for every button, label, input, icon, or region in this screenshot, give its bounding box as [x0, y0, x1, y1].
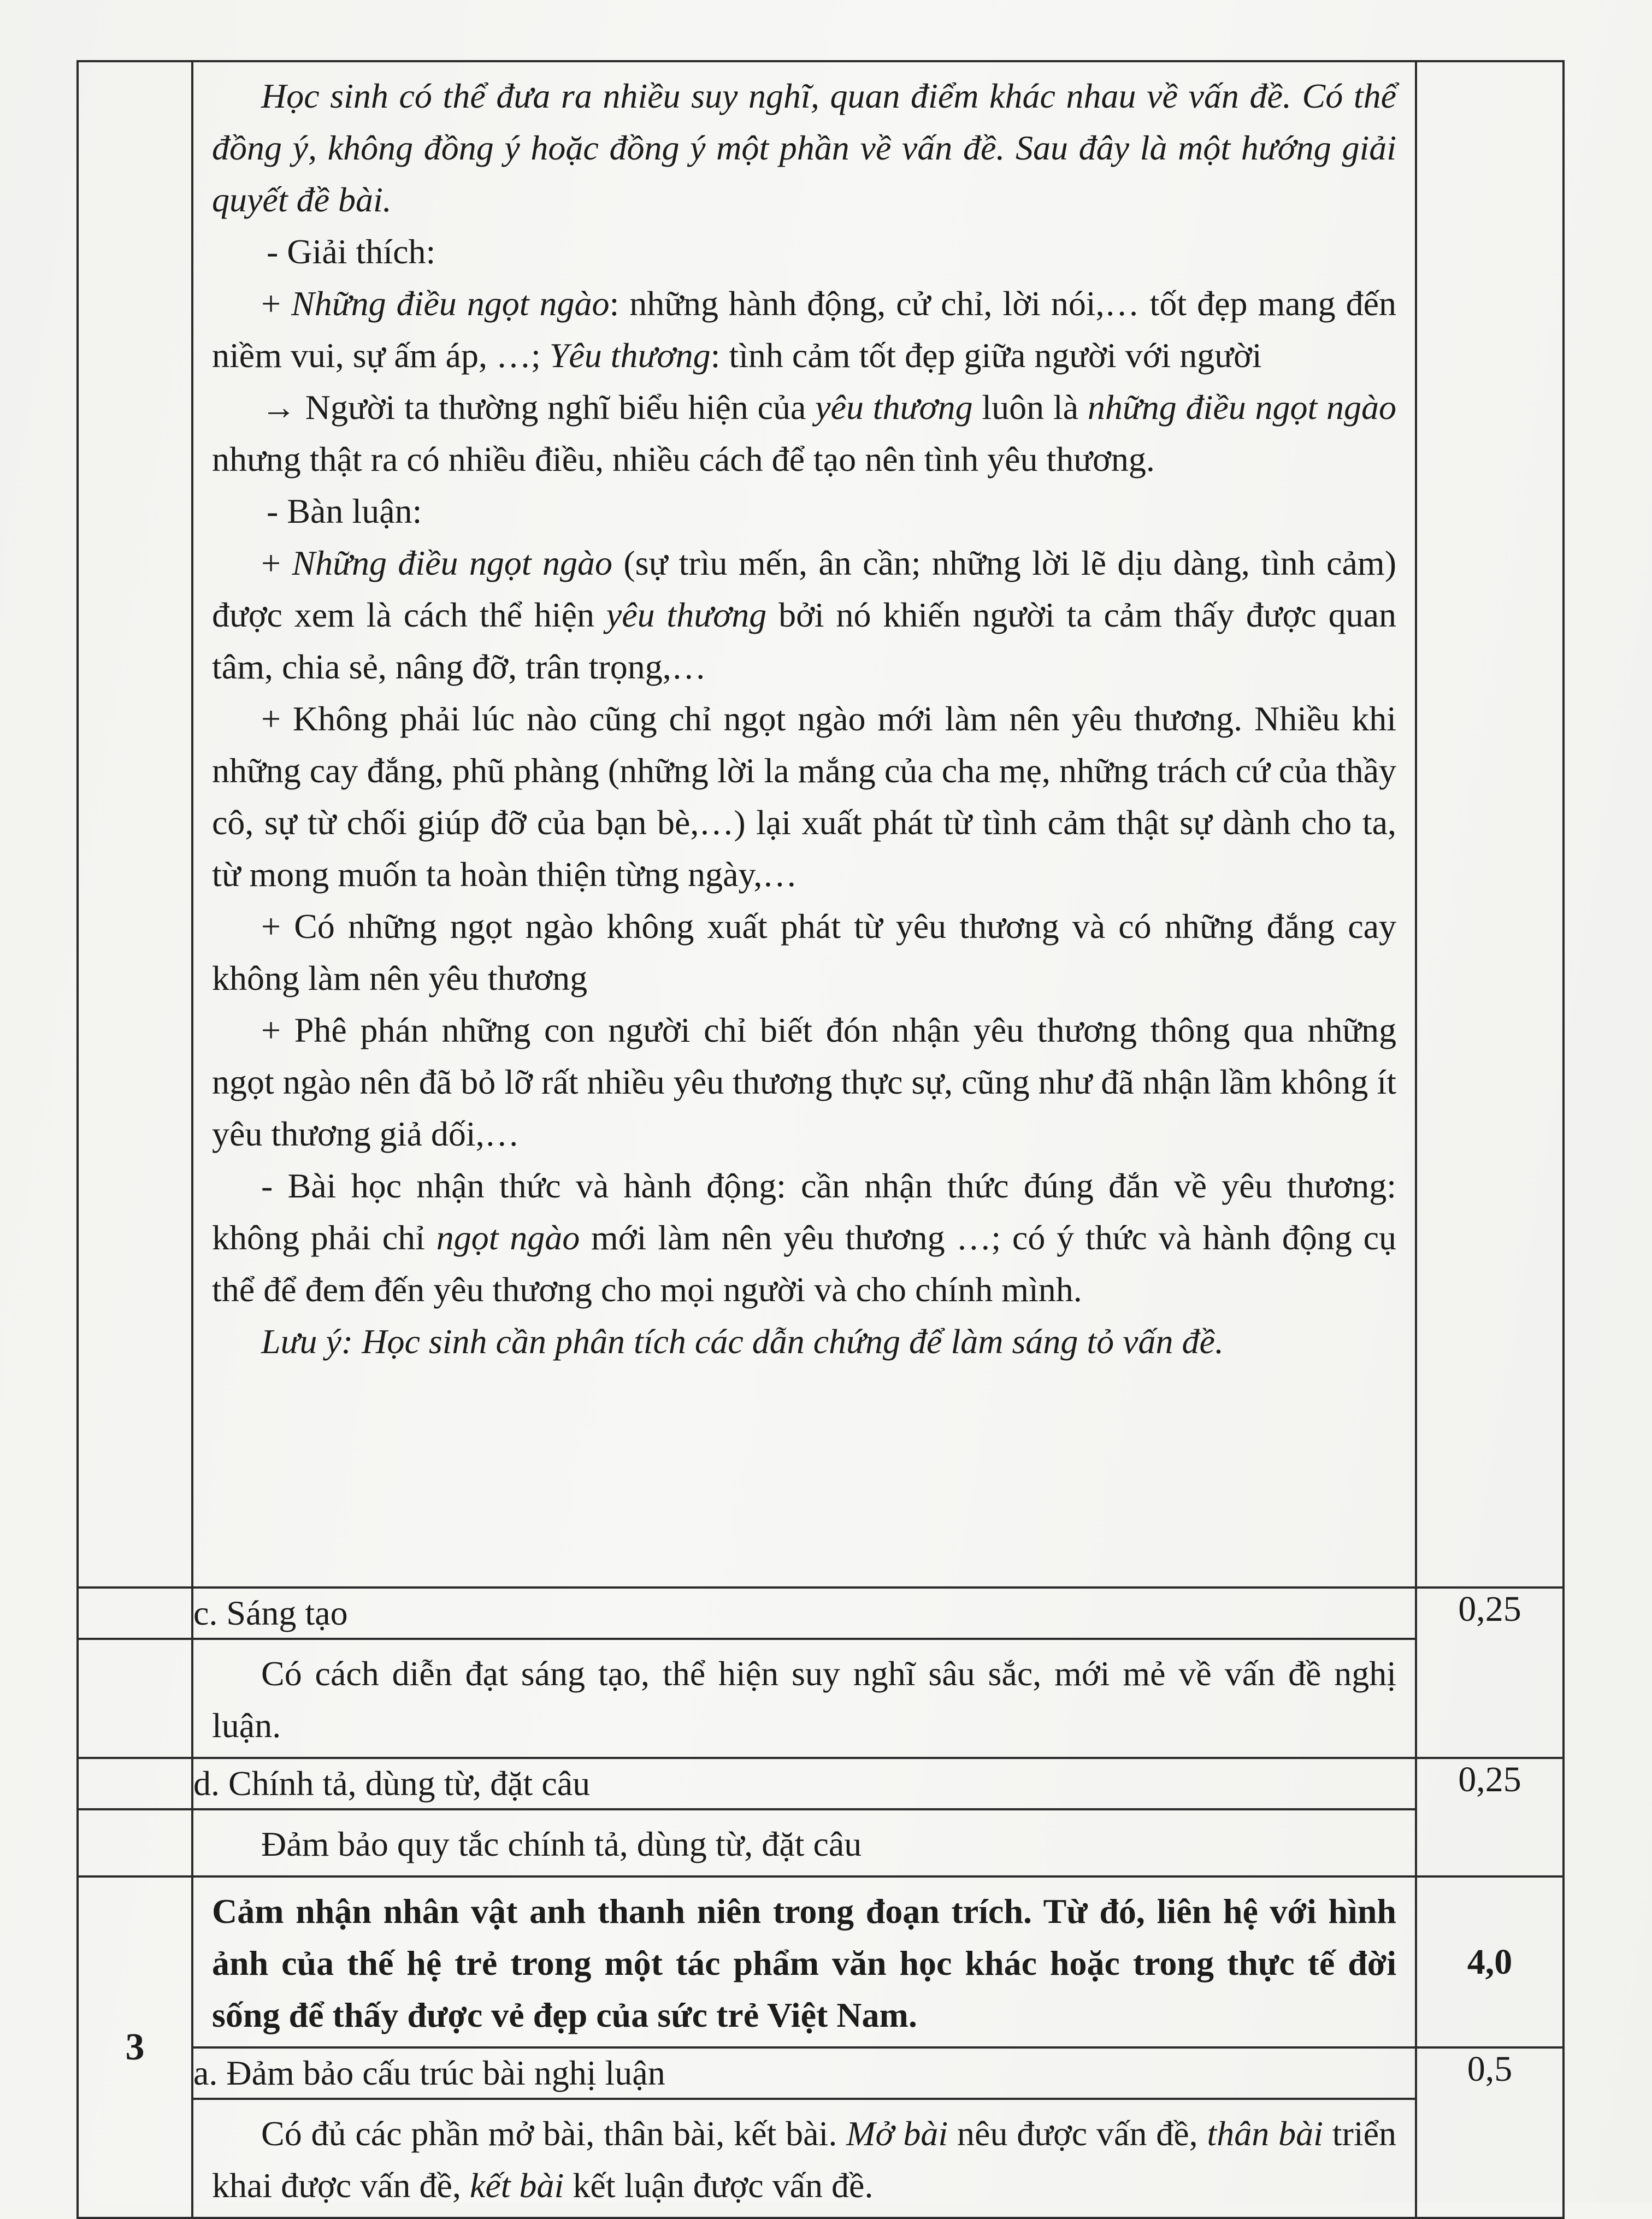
term-sweet: ngọt ngào: [436, 1218, 580, 1257]
spelling-desc-cell: [192, 1809, 1416, 1876]
question3-prompt: Cảm nhận nhân vật anh thanh niên trong đoạn trích. Từ đó, liên hệ với hình ảnh của thế hệ trẻ trong một tác phẩm văn học khác hoặc trong thực tế đời sống để thấy được vẻ đẹp của sức trẻ Việt Nam.: [212, 1892, 1396, 2034]
spelling-label-row: [78, 1758, 1564, 1809]
discuss-text-end: bởi nó khiến người ta cảm thấy được quan tâm, chia sẻ, nâng đỡ, trân trọng,…: [212, 595, 1396, 686]
explain-paragraph-1: [212, 278, 1396, 381]
intro-paragraph: Học sinh có thể đưa ra nhiều suy nghĩ, quan điểm khác nhau về vấn đề. Có thể đồng ý, không đồng ý hoặc đồng ý một phần về vấn đề. Sau đây là một hướng giải quyết đề bài.: [212, 76, 1396, 219]
spelling-score: 0,25: [1416, 1758, 1564, 1876]
creativity-score: 0,25: [1416, 1587, 1564, 1758]
structure-label-row: [78, 2047, 1564, 2099]
explain-text-3: nhưng thật ra có nhiều điều, nhiều cách để tạo nên tình yêu thương.: [212, 440, 1155, 479]
explain-text-2: luôn là: [972, 388, 1088, 427]
spelling-desc-row: [78, 1809, 1564, 1876]
term-love: Yêu thương: [549, 336, 711, 375]
term-conclusion: kết bài: [469, 2166, 564, 2205]
score-cell-empty: [1416, 61, 1564, 1587]
discuss-heading: - Bàn luận:: [267, 492, 422, 530]
creativity-label-row: [78, 1587, 1564, 1639]
discuss-paragraph-2: + Không phải lúc nào cũng chỉ ngọt ngào mới làm nên yêu thương. Nhiều khi những cay đắng, phũ phàng (những lời la mắng của cha mẹ, những trách cứ của thầy cô, sự từ chối giúp đỡ của bạn bè,…) lại xuất phát từ tình cảm thật sự dành cho ta, từ mong muốn ta hoàn thiện từng ngày,…: [212, 699, 1396, 894]
structure-label: a. Đảm bảo cấu trúc bài nghị luận: [192, 2047, 1416, 2099]
arrow-text: → Người ta thường nghĩ biểu hiện của: [261, 388, 816, 427]
term-love-3: yêu thương: [606, 595, 767, 634]
structure-text-4: kết luận được vấn đề.: [564, 2166, 874, 2205]
term-sweet-things-3: Những điều ngọt ngào: [292, 544, 613, 582]
creativity-desc-cell: [192, 1639, 1416, 1758]
explain-text: : những hành động, cử chỉ, lời nói,… tốt đẹp mang đến niềm vui, sự ấm áp, …;: [212, 284, 1397, 375]
grading-table: [76, 60, 1565, 2219]
question3-prompt-cell: [192, 1876, 1416, 2047]
structure-desc-cell: [192, 2099, 1416, 2218]
creativity-desc: Có cách diễn đạt sáng tạo, thể hiện suy nghĩ sâu sắc, mới mẻ về vấn đề nghị luận.: [212, 1654, 1396, 1745]
discuss-paragraph-3: + Có những ngọt ngào không xuất phát từ yêu thương và có những đắng cay không làm nên yêu thương: [212, 907, 1396, 998]
term-love-2: yêu thương: [815, 388, 973, 427]
criteria-content-cell: [192, 61, 1416, 1587]
question-number: 3: [78, 1876, 192, 2218]
discuss-text: (sự trìu mến, ân cần; những lời lẽ dịu dàng, tình cảm) được xem là cách thể hiện: [212, 544, 1397, 634]
structure-desc-row: [78, 2099, 1564, 2218]
creativity-desc-row: [78, 1639, 1564, 1758]
structure-text-2: nêu được vấn đề,: [948, 2114, 1207, 2153]
empty-cell: [78, 1758, 192, 1809]
lesson-text-end: mới làm nên yêu thương …; có ý thức và hành động cụ thể để đem đến yêu thương cho mọi người và cho chính mình.: [212, 1218, 1397, 1309]
explain-heading: - Giải thích:: [267, 232, 436, 271]
question-number-cell-empty: [78, 61, 192, 1587]
term-sweet-things-2: những điều ngọt ngào: [1087, 388, 1397, 427]
term-body: thân bài: [1207, 2114, 1323, 2153]
structure-desc: [212, 2108, 1396, 2211]
spelling-desc: Đảm bảo quy tắc chính tả, dùng từ, đặt câu: [261, 1825, 862, 1863]
structure-text-3: triển khai được vấn đề,: [212, 2114, 1397, 2205]
bullet-plus: +: [261, 284, 292, 323]
creativity-label: c. Sáng tạo: [192, 1587, 1416, 1639]
empty-cell: [78, 1809, 192, 1876]
discuss-paragraph-1: [212, 537, 1396, 693]
question3-score: 4,0: [1416, 1876, 1564, 2047]
structure-text: Có đủ các phần mở bài, thân bài, kết bài.: [261, 2114, 847, 2153]
empty-cell: [78, 1587, 192, 1639]
bullet-plus: +: [261, 544, 292, 582]
empty-cell: [78, 1639, 192, 1758]
term-intro: Mở bài: [846, 2114, 948, 2153]
discuss-paragraph-4: + Phê phán những con người chỉ biết đón nhận yêu thương thông qua những ngọt ngào nên đã bỏ lỡ rất nhiều yêu thương thực sự, cũng như đã nhận lầm không ít yêu thương giả dối,…: [212, 1011, 1396, 1153]
lesson-paragraph: [212, 1160, 1396, 1315]
question3-prompt-row: [78, 1876, 1564, 2047]
structure-score: 0,5: [1416, 2047, 1564, 2218]
note-paragraph: Lưu ý: Học sinh cần phân tích các dẫn chứng để làm sáng tỏ vấn đề.: [261, 1322, 1224, 1361]
explain-paragraph-2: [212, 381, 1396, 485]
criteria-row: [78, 61, 1564, 1587]
lesson-text: - Bài học nhận thức và hành động: cần nhận thức đúng đắn về yêu thương: không phải chỉ: [212, 1166, 1396, 1257]
explain-text-end: : tình cảm tốt đẹp giữa người với người: [710, 336, 1262, 375]
term-sweet-things: Những điều ngọt ngào: [291, 284, 610, 323]
spelling-label: d. Chính tả, dùng từ, đặt câu: [192, 1758, 1416, 1809]
